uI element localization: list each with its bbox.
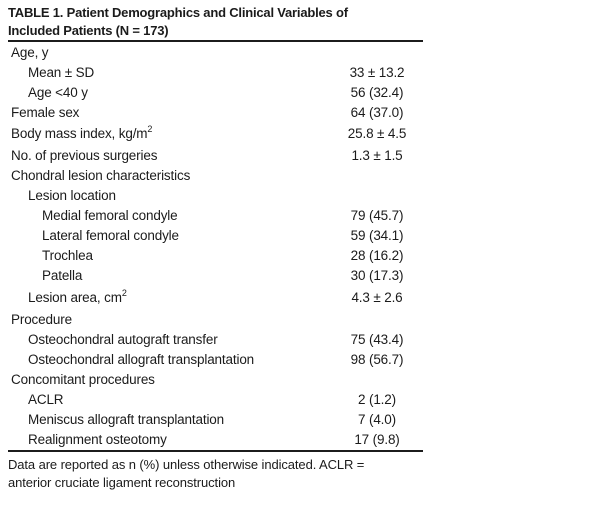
row-value: 7 (4.0) — [358, 412, 396, 428]
row-label: Osteochondral autograft transfer — [28, 331, 218, 347]
table-row — [8, 410, 423, 430]
table-title-line2: Included Patients (N = 173) — [8, 22, 169, 38]
row-label: Osteochondral allograft transplantation — [28, 351, 255, 367]
demographics-table — [8, 4, 423, 493]
table-row — [8, 82, 423, 102]
table-row — [8, 102, 423, 122]
row-label: Body mass index, $kg/m^2$ — [11, 123, 153, 142]
row-value: 75 (43.4) — [350, 331, 404, 347]
table-row — [8, 246, 423, 266]
table-row — [8, 430, 423, 450]
row-label: ACLR — [28, 391, 64, 407]
row-label: Age, y — [11, 44, 49, 60]
table-row — [8, 369, 423, 389]
table-row — [8, 266, 423, 286]
table-row — [8, 186, 423, 206]
table-row — [8, 165, 423, 185]
row-value: 17 (9.8) — [354, 432, 400, 448]
footnote-line1: Data are reported as n (%) unless otherwise indicated. ACLR = — [8, 456, 365, 472]
table-row — [8, 389, 423, 409]
row-value: 64 (37.0) — [350, 104, 404, 120]
table-row — [8, 42, 423, 62]
row-value: 4.3 ± 2.6 — [351, 290, 403, 306]
row-value: 1.3 ± 1.5 — [351, 147, 403, 163]
table-row — [8, 62, 423, 82]
row-value: 33 ± 13.2 — [349, 64, 405, 80]
row-value: 59 (34.1) — [350, 228, 404, 244]
table-title — [8, 4, 423, 39]
row-label: Lesion area, $cm^2$ — [28, 287, 127, 306]
table-row — [8, 329, 423, 349]
row-value: 2 (1.2) — [358, 391, 396, 407]
table-row — [8, 122, 423, 145]
row-value: 30 (17.3) — [350, 268, 404, 284]
row-value: 56 (32.4) — [350, 84, 404, 100]
row-value: 25.8 ± 4.5 — [347, 126, 407, 142]
table-row — [8, 206, 423, 226]
row-label: Female sex — [11, 104, 80, 120]
row-label: Age <40 y — [28, 84, 88, 100]
row-label: Trochlea — [42, 248, 93, 264]
row-label: Patella — [42, 268, 83, 284]
row-label: Procedure — [11, 311, 72, 327]
row-label: No. of previous surgeries — [11, 147, 158, 163]
table-footnote — [8, 456, 423, 493]
table-row — [8, 226, 423, 246]
row-label: Lateral femoral condyle — [42, 228, 179, 244]
row-value: 98 (56.7) — [350, 351, 404, 367]
row-label: Medial femoral condyle — [42, 208, 178, 224]
row-label: Chondral lesion characteristics — [11, 168, 191, 184]
row-label: Lesion location — [28, 188, 116, 204]
table-row — [8, 286, 423, 309]
footnote-line2: anterior cruciate ligament reconstruction — [8, 475, 236, 491]
row-label: Mean ± SD — [28, 64, 95, 80]
footer-rule — [8, 450, 423, 452]
table-row — [8, 309, 423, 329]
table-title-line1: TABLE 1. Patient Demographics and Clinical Variables of — [8, 5, 348, 20]
table-row — [8, 349, 423, 369]
table-row — [8, 145, 423, 165]
row-label: Realignment osteotomy — [28, 432, 167, 448]
row-label: Meniscus allograft transplantation — [28, 412, 225, 428]
row-label: Concomitant procedures — [11, 371, 155, 387]
table-body — [8, 42, 423, 450]
row-value: 28 (16.2) — [350, 248, 404, 264]
row-value: 79 (45.7) — [350, 208, 404, 224]
